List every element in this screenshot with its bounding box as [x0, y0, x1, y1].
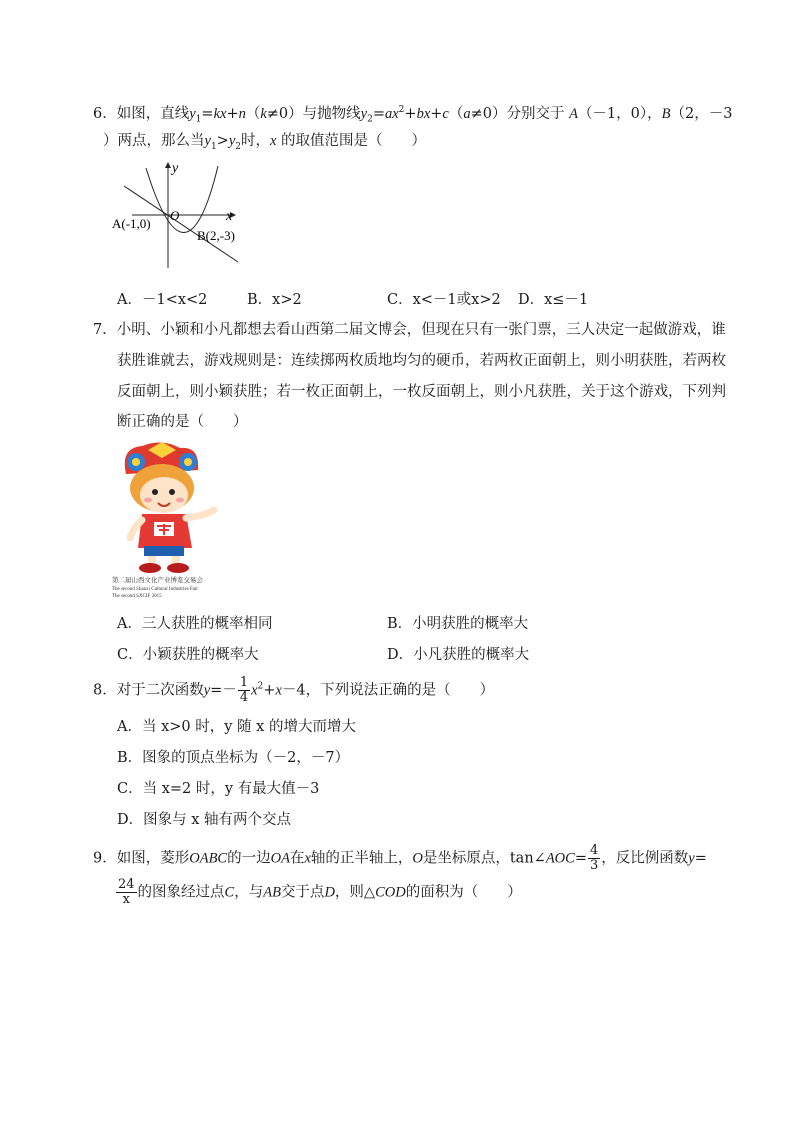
axis-y-label: y	[172, 161, 179, 176]
axis-x-label: x	[226, 209, 233, 224]
fraction-tan: $\frac{4}{3}$	[589, 843, 599, 873]
q6-option-d[interactable]: D．x≤－1	[518, 292, 589, 308]
q7-option-d[interactable]: D．小凡获胜的概率大	[387, 647, 530, 663]
q9-line2: $\frac{24}{x}$ 的图象经过点C，与AB交于点D，则△COD的面积为（ ）	[118, 877, 522, 907]
q6-line2: ）两点，那么当$y_1>y_2$时，x 的取值范围是（ ）	[103, 133, 427, 152]
fraction-one-quarter: $\frac{1}{4}$	[239, 675, 249, 705]
mascot-caption-en2: The second SXCIF 2015	[112, 594, 162, 599]
q6-option-a[interactable]: A．－1<x<2	[117, 292, 208, 308]
q9-line1: 9．如图，菱形OABC的一边OA在x轴的正半轴上，O是坐标原点，tan∠AOC= $\frac{4}{3}$ ，反比例函数y=	[93, 843, 707, 873]
point-a-label: A(-1,0)	[112, 216, 151, 231]
q7-option-a[interactable]: A．三人获胜的概率相同	[117, 616, 273, 632]
q8-option-d[interactable]: D．图象与 x 轴有两个交点	[117, 812, 292, 828]
question-number: 7．	[93, 322, 117, 338]
q6-graph	[110, 158, 250, 270]
origin-label: O	[170, 208, 180, 223]
q8-option-a[interactable]: A．当 x>0 时，y 随 x 的增大而增大	[117, 719, 356, 735]
parabola-y2	[146, 166, 218, 233]
fraction-24-over-x: $\frac{24}{x}$	[118, 877, 135, 907]
q7-line3: 反面朝上，则小颖获胜；若一枚正面朝上，一枚反面朝上，则小凡获胜，关于这个游戏，下列判	[117, 384, 726, 400]
q8-option-c[interactable]: C．当 x=2 时，y 有最大值－3	[117, 781, 320, 797]
q6-option-b[interactable]: B．x>2	[247, 292, 302, 308]
q7-line2: 获胜谁就去，游戏规则是：连续掷两枚质地均匀的硬币，若两枚正面朝上，则小明获胜，若两枚	[117, 353, 726, 369]
q7-line1: 7．小明、小颖和小凡都想去看山西第二届文博会，但现在只有一张门票，三人决定一起做游戏，谁	[93, 322, 726, 338]
q6-line1: 6．如图，直线$y_1=kx+n(k\ne 0)$与抛物线$y_2=ax^2+bx+c(a\ne 0)$分别交于 A（－1，0），B（2，－3	[93, 105, 733, 125]
q7-option-b[interactable]: B．小明获胜的概率大	[387, 616, 529, 632]
mascot-caption-en: The second Shanxi Cultural Industries Fair	[112, 587, 198, 592]
question-number: 6．	[93, 105, 117, 122]
point-b-label: B(2,-3)	[197, 228, 235, 243]
q7-option-c[interactable]: C．小颖获胜的概率大	[117, 647, 259, 663]
mascot-caption-cn: 第二届山西文化产业博览交易会	[112, 577, 203, 584]
q6-option-c[interactable]: C．x<－1或x>2	[387, 292, 501, 308]
q8-stem: 8．对于二次函数y=－ $\frac{1}{4}$ $x^2+x-4$，下列说法正确的是（ ）	[93, 675, 495, 705]
q8-option-b[interactable]: B．图象的顶点坐标为（－2，－7）	[117, 750, 350, 766]
question-number: 9．	[93, 850, 117, 867]
mascot-image	[108, 440, 226, 600]
q7-line4: 断正确的是（ ）	[117, 414, 248, 430]
question-number: 8．	[93, 682, 117, 699]
